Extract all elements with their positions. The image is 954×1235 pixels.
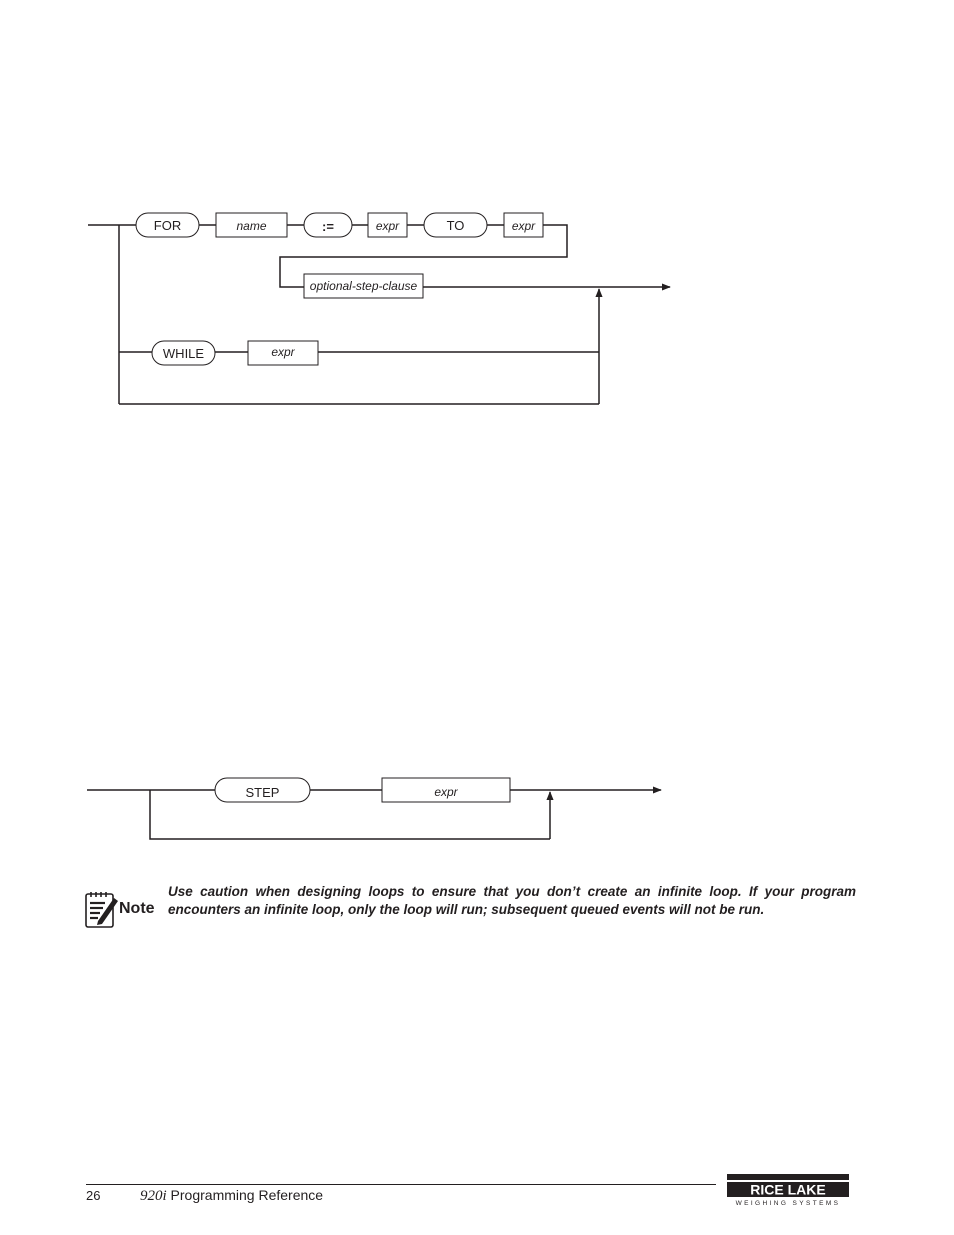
document-title-text: Programming Reference bbox=[166, 1187, 324, 1203]
page-number: 26 bbox=[86, 1188, 101, 1203]
expr-label: expr bbox=[271, 345, 295, 359]
note-text: Use caution when designing loops to ensure that you don’t create an infinite loop. If your program encounters an infinite loop, only the loop will run; subsequent queued events will not be run. bbox=[168, 884, 856, 917]
note-pencil-icon bbox=[85, 888, 159, 930]
svg-text:WEIGHING SYSTEMS: WEIGHING SYSTEMS bbox=[735, 1200, 841, 1207]
svg-text:RICE LAKE: RICE LAKE bbox=[750, 1181, 826, 1198]
document-title bbox=[140, 1187, 323, 1205]
note-label: Note bbox=[119, 900, 155, 917]
footer-rule bbox=[86, 1184, 716, 1185]
rice-lake-logo bbox=[724, 1174, 852, 1208]
name-label: name bbox=[236, 219, 267, 233]
step-keyword-label: STEP bbox=[245, 785, 280, 800]
for-keyword-label: FOR bbox=[153, 218, 182, 233]
expr-label: expr bbox=[434, 785, 458, 799]
to-keyword-label: TO bbox=[446, 218, 465, 233]
expr-label: expr bbox=[375, 219, 400, 233]
while-keyword-label: WHILE bbox=[162, 346, 205, 361]
optional-step-clause-label: optional-step-clause bbox=[309, 279, 418, 293]
product-name: 920i bbox=[140, 1188, 167, 1204]
expr-label: expr bbox=[511, 219, 536, 233]
assign-keyword-label: := bbox=[322, 219, 334, 234]
